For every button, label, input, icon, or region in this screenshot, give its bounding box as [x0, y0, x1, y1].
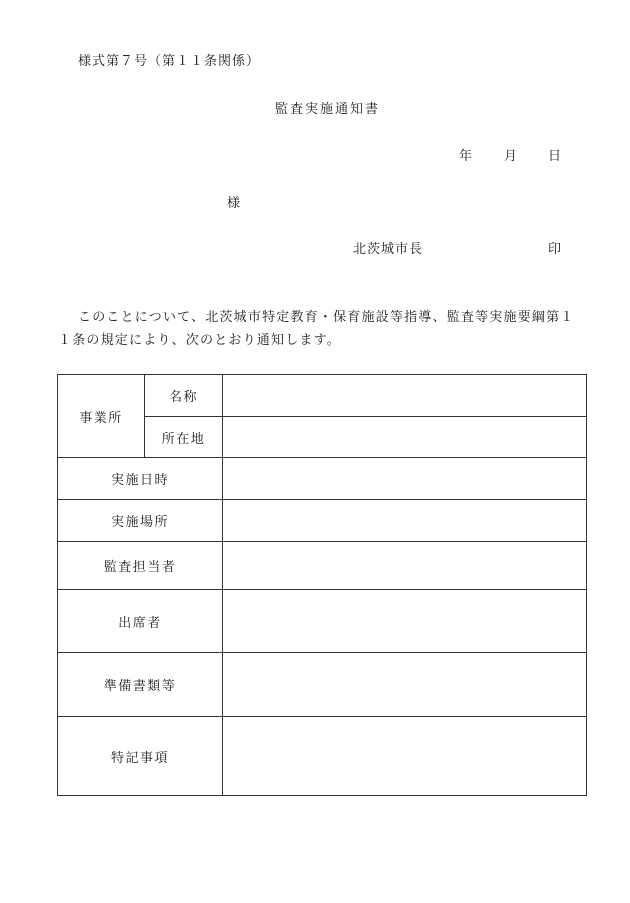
business-name-label: 名称 — [168, 390, 198, 405]
form-number: 様式第７号（第１１条関係） — [78, 54, 261, 69]
seal-mark: 印 — [548, 242, 563, 257]
document-title: 監査実施通知書 — [274, 102, 380, 117]
documents-label-cell — [58, 653, 223, 717]
business-location-label: 所在地 — [161, 431, 206, 447]
issuer-name: 北茨城市長 — [353, 242, 424, 257]
implementation-place-label: 実施場所 — [110, 515, 169, 530]
business-location-label-cell — [145, 417, 223, 458]
body-text: このことについて、北茨城市特定教育・保育施設等指導、監査等実施要綱第１１条の規定により、次のとおり通知します。 — [58, 310, 575, 348]
addressee-honorific: 様 — [227, 196, 242, 211]
date-month-label: 月 — [504, 149, 519, 164]
special-notes-label-cell — [58, 717, 223, 796]
table-row — [58, 458, 587, 500]
business-location-value — [223, 417, 587, 458]
table-row — [58, 590, 587, 653]
table-row — [58, 542, 587, 590]
attendees-label: 出席者 — [118, 615, 162, 631]
implementation-place-value — [223, 500, 587, 542]
table-row — [58, 375, 587, 417]
table-row — [58, 653, 587, 717]
implementation-place-label-cell — [58, 500, 223, 542]
business-name-value — [223, 375, 587, 417]
notice-table — [57, 374, 587, 796]
special-notes-label: 特記事項 — [110, 750, 169, 766]
date-day-label: 日 — [548, 149, 563, 164]
table-row — [58, 717, 587, 796]
auditor-label-cell — [58, 542, 223, 590]
attendees-label-cell — [58, 590, 223, 653]
auditor-label: 監査担当者 — [103, 560, 177, 575]
date-year-label: 年 — [459, 149, 474, 164]
attendees-value — [223, 590, 587, 653]
table-row — [58, 500, 587, 542]
business-label: 事業所 — [79, 410, 123, 426]
auditor-value — [223, 542, 587, 590]
business-label-cell — [58, 375, 145, 458]
documents-label: 準備書類等 — [103, 679, 177, 694]
special-notes-value — [223, 717, 587, 796]
implementation-datetime-value — [223, 458, 587, 500]
implementation-datetime-label: 実施日時 — [110, 473, 169, 488]
documents-value — [223, 653, 587, 717]
business-name-label-cell — [145, 375, 223, 417]
implementation-datetime-label-cell — [58, 458, 223, 500]
